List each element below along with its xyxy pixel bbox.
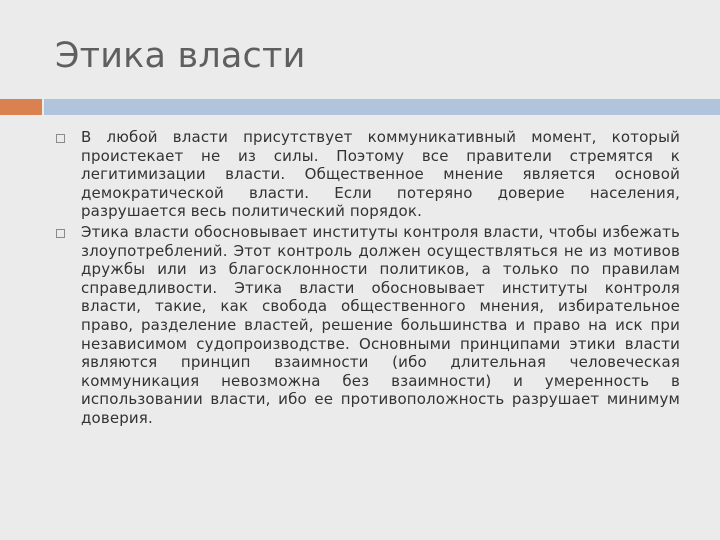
bullet-item <box>55 128 680 221</box>
title-rule-bar <box>44 99 720 115</box>
bullet-list <box>55 128 680 428</box>
square-bullet-icon <box>56 134 65 143</box>
bullet-text: В любой власти присутствует коммуникативный момент, который проистекает не из силы. Поэтому все правители стремятся к легитимизации власти. Общественное мнение является основой демократической власти. Если потеряно доверие населения, разрушается весь политический порядок. <box>81 128 680 221</box>
bullet-text: Этика власти обосновывает институты контроля власти, чтобы избежать злоупотреблений. Этот контроль должен осуществляться не из мотивов дружбы или из благосклонности политиков, а только по правилам справедливости. Этика власти обосновывает институты контроля власти, такие, как свобода общественного мнения, избирательное право, разделение властей, решение большинства и право на иск при независимом судопроизводстве. Основными принципами этики власти являются принцип взаимности (ибо длительная человеческая коммуникация невозможна без взаимности) и умеренность в использовании власти, ибо ее противоположность разрушает минимум доверия. <box>81 222 680 427</box>
bullet-item <box>55 223 680 428</box>
slide-title: Этика власти <box>55 36 306 76</box>
square-bullet-icon <box>56 229 65 238</box>
title-rule-accent <box>0 99 42 115</box>
